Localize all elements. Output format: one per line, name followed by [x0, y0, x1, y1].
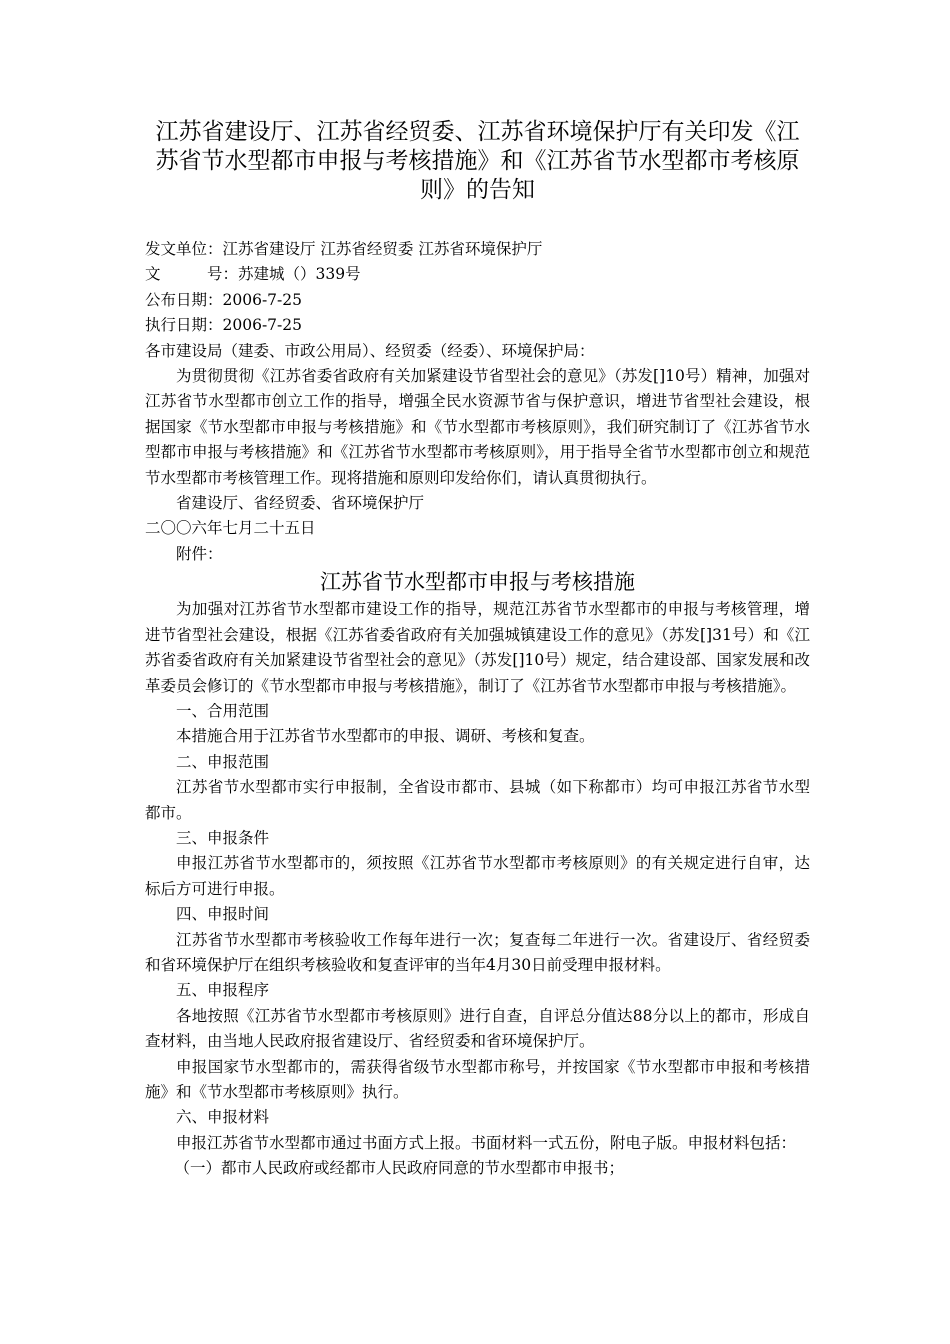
section-heading: 三、申报条件: [176, 828, 270, 847]
section-text: 申报国家节水型都市的，需获得省级节水型都市称号，并按国家《节水型都市申报和考核措施》和《节水型都市考核原则》执行。: [145, 1057, 810, 1101]
section-text: 各地按照《江苏省节水型都市考核原则》进行自查，自评总分值达88分以上的都市，形成自查材料，由当地人民政府报省建设厅、省经贸委和省环境保护厅。: [145, 1006, 810, 1051]
effective-date: 执行日期：2006-7-25: [145, 316, 303, 335]
section-text: 江苏省节水型都市考核验收工作每年进行一次；复查每二年进行一次。省建设厅、省经贸委和省环境保护厅在组织考核验收和复查评审的当年4月30日前受理申报材料。: [145, 930, 810, 974]
doc-number-label: 文: [145, 265, 161, 284]
document-page: [145, 118, 810, 1182]
intro-paragraph: 为贯彻贯彻《江苏省委省政府有关加紧建设节省型社会的意见》（苏发[]10号）精神，加强对江苏省节水型都市创立工作的指导，增强全民水资源节省与保护意识，增进节省型社会建设，根据国家《节水型都市申报与考核措施》和《节水型都市考核原则》，我们研究制订了《江苏省节水型都市申报与考核措施》和《江苏省节水型都市考核原则》，用于指导全省节水型都市创立和规范节水型都市考核管理工作。现将措施和原则印发给你们，请认真贯彻执行。: [145, 367, 810, 487]
section-text: 申报江苏省节水型都市通过书面方式上报。书面材料一式五份，附电子版。申报材料包括：: [176, 1133, 797, 1152]
section-heading: 六、申报材料: [176, 1108, 270, 1127]
signature: 省建设厅、省经贸委、省环境保护厅: [176, 494, 425, 513]
section-heading: 五、申报程序: [176, 981, 270, 1000]
section-text: 江苏省节水型都市实行申报制，全省设市都市、县城（如下称都市）均可申报江苏省节水型都市。: [145, 778, 810, 822]
attachment-intro: 为加强对江苏省节水型都市建设工作的指导，规范江苏省节水型都市的申报与考核管理，增进节省型社会建设，根据《江苏省委省政府有关加强城镇建设工作的意见》（苏发[]31号）和《江苏省委省政府有关加紧建设节省型社会的意见》（苏发[]10号）规定，结合建设部、国家发展和改革委员会修订的《节水型都市申报与考核措施》，制订了《江苏省节水型都市申报与考核措施》。: [145, 600, 810, 695]
attachment-title: 江苏省节水型都市申报与考核措施: [320, 570, 635, 595]
list-item: （一）都市人民政府或经都市人民政府同意的节水型都市申报书；: [174, 1159, 624, 1178]
doc-number-line: [145, 262, 810, 287]
document-title: 江苏省建设厅、江苏省经贸委、江苏省环境保护厅有关印发《江苏省节水型都市申报与考核措施》和《江苏省节水型都市考核原则》的告知: [155, 119, 800, 203]
section-text: 申报江苏省节水型都市的，须按照《江苏省节水型都市考核原则》的有关规定进行自审，达标后方可进行申报。: [145, 854, 810, 898]
publish-date: 公布日期：2006-7-25: [145, 290, 303, 309]
section-heading: 二、申报范围: [176, 752, 270, 771]
section-text: 本措施合用于江苏省节水型都市的申报、调研、考核和复查。: [176, 727, 595, 746]
issue-date: 二〇〇六年七月二十五日: [145, 519, 316, 538]
doc-number-value: 号：苏建城（）339号: [207, 265, 361, 284]
section-heading: 一、合用范围: [176, 701, 270, 720]
recipients: 各市建设局（建委、市政公用局）、经贸委（经委）、环境保护局：: [145, 341, 595, 360]
attachment-label: 附件：: [176, 544, 223, 563]
issuer-line: 发文单位：江苏省建设厅 江苏省经贸委 江苏省环境保护厅: [145, 240, 543, 258]
section-heading: 四、申报时间: [176, 905, 270, 924]
